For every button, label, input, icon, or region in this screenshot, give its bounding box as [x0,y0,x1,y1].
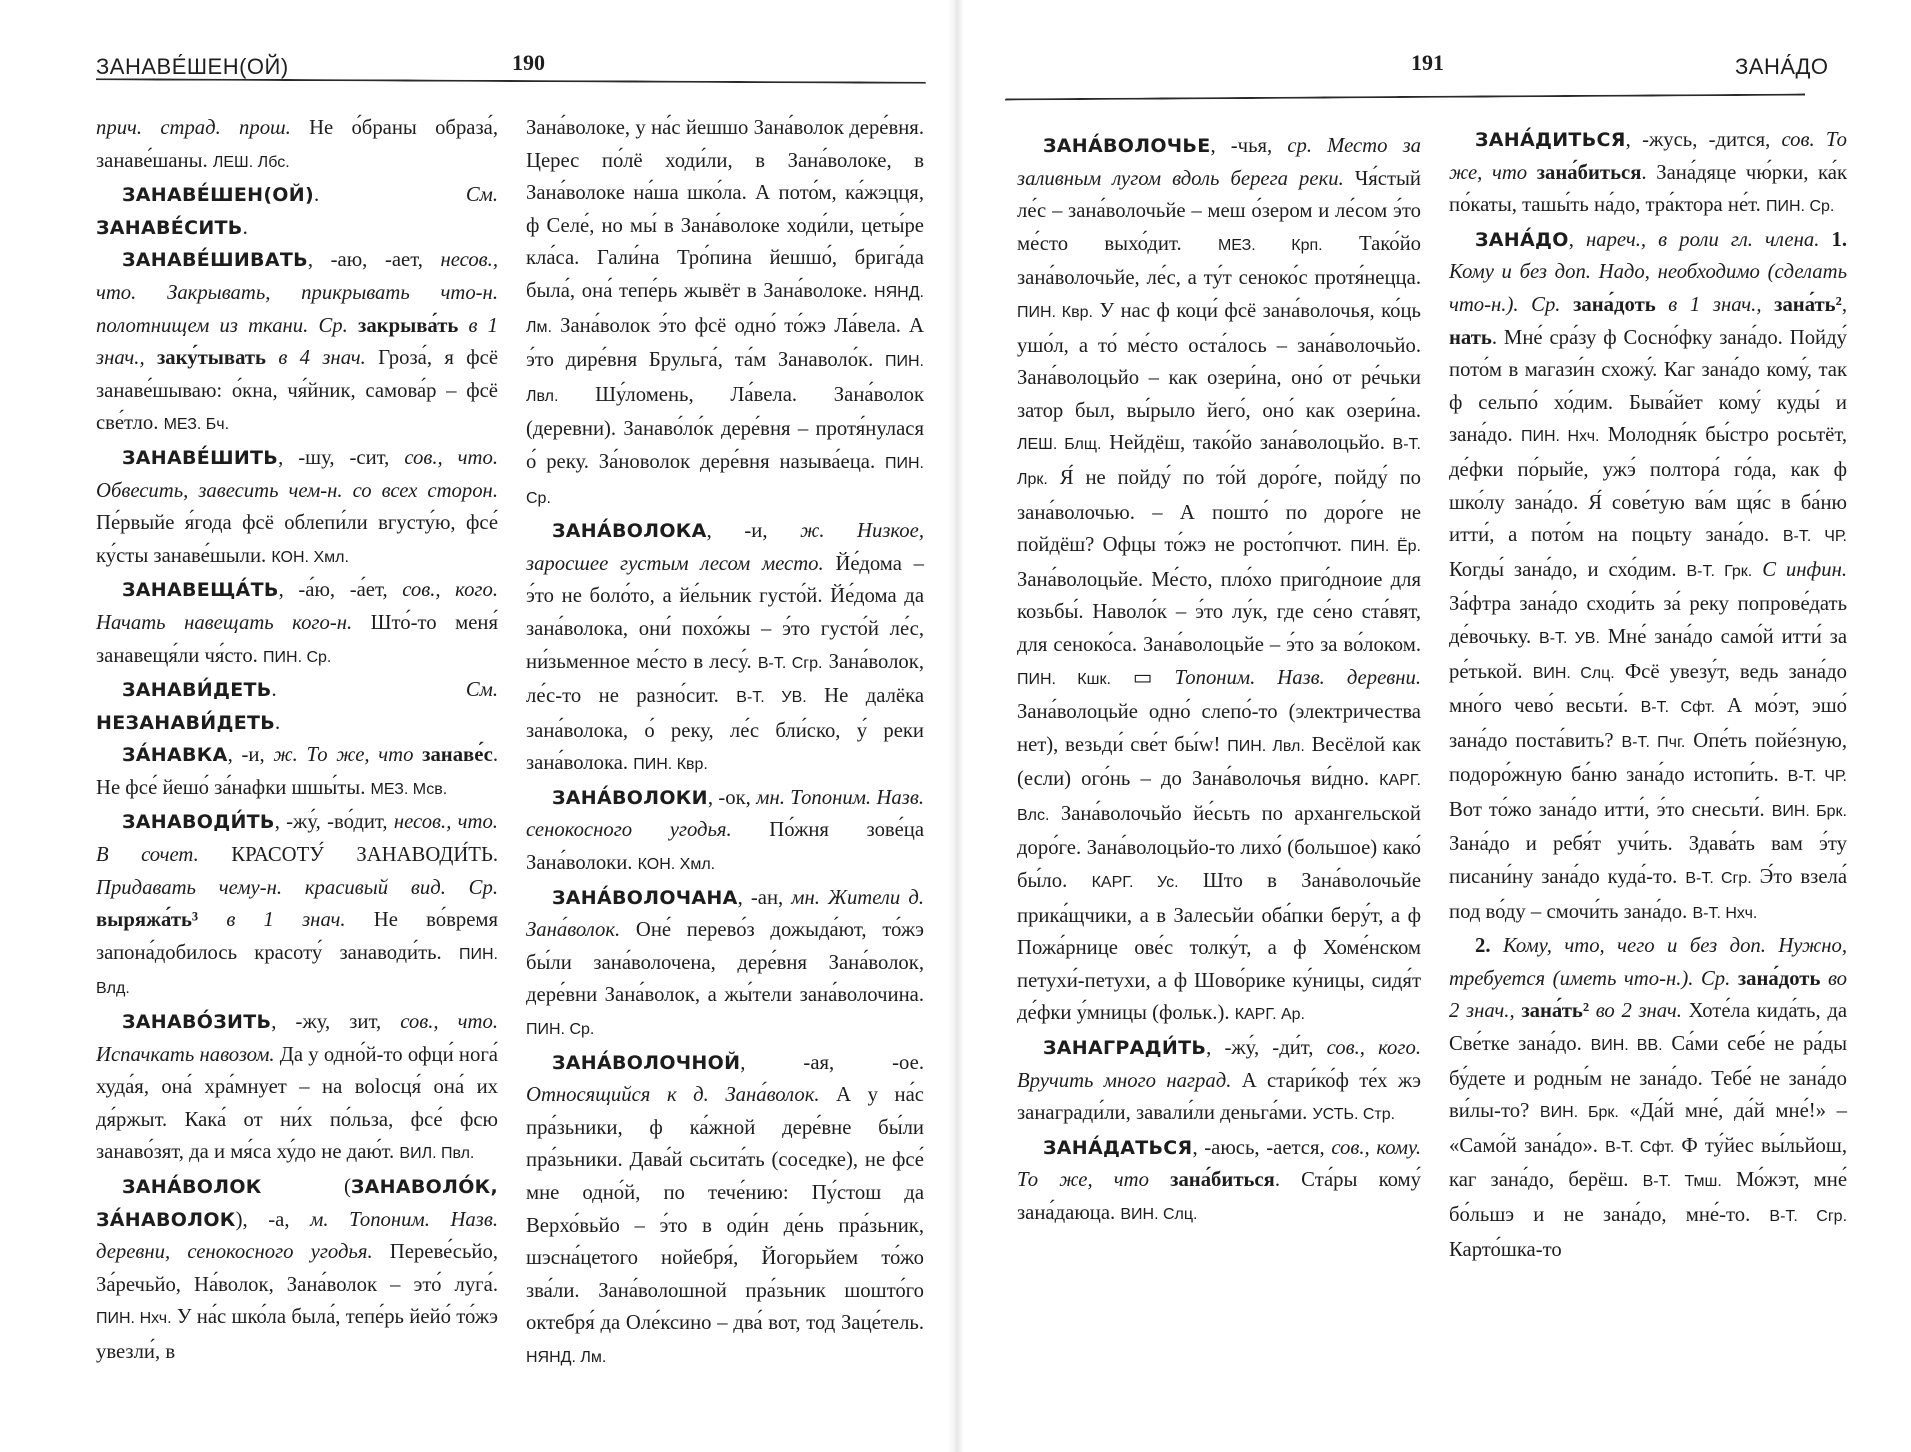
headword: ЗАНА́ВОЛОЧАНА [552,886,738,909]
source-abbreviation: ПИН. Ср. [1766,198,1835,216]
bold-reference: зана́доть [1737,967,1821,990]
body-text: Пе́рвыйе я́года фсё облепи́ли вгусту́ю, фсе́ ку́сты занаве́шыли. [96,512,498,567]
right-page-column-1 [1017,130,1421,1330]
body-text: Са́ми себе́ не ра́ды бу́дете и родны́м не зана́до. Тебе́ не зана́до ви́лы-то? [1449,1033,1847,1123]
body-text: Э́то взела́ под во́ду – смочи́ть зана́до. [1449,866,1848,923]
body-text: «Да́й мне́, да́й мне́!» – «Само́й зана́до». [1449,1100,1847,1157]
source-abbreviation: ВИН. ВВ. [1590,1037,1663,1055]
body-text: , -и, [227,744,274,767]
left-page [0,0,955,1452]
source-abbreviation: ПИН. Ср. [263,648,332,666]
body-text [1149,1169,1170,1191]
source-abbreviation: В-Т. УВ. [736,689,807,707]
body-text [1560,294,1573,316]
body-text: ( [261,1176,351,1198]
body-text: Весёлой как (если) ого́нь – до Зана́волочья ви́дно. [1017,733,1421,791]
body-text: Мо́жэт, мне́ бо́льшэ и не зана́до, мне́-то. [1449,1169,1847,1226]
dictionary-entry [96,806,498,1006]
dictionary-entry [1449,124,1847,224]
dictionary-entry [526,882,924,1047]
body-text [266,347,278,369]
body-text: Што в Зана́волочьйе прика́щчики, а в Залесьйи оба́пки беру́т, а ф Пожа́рнице ове́с толку́т, а ф Хоме́нском петухи́-петухи, а ф Шово́рике ку́ницы, сидя́т де́фки у́мницы (фольк.). [1017,870,1421,1025]
body-text: Шу́ломень, Ла́вела. Зана́волок (деревни). Занаво́ло́к дере́вня – протя́нулася о́ реку. За́новолок дере́вня называ́еца. [526,383,924,473]
left-page-column-1 [96,112,499,1363]
italic-gloss: сов., кому. То же, что [1017,1136,1422,1192]
body-text: А стари́ко́ф те́х жэ занагради́ли, завали́ли деньга́ми. [1017,1069,1422,1125]
bold-reference: 1. [1831,228,1848,251]
body-text: Мне́ зана́до само́й итти́ за ре́тькой. [1449,625,1848,683]
header-rule-right [1005,94,1805,101]
source-abbreviation: В-Т. Сгр. [1769,1208,1848,1225]
source-abbreviation: ПИН. Ёр. [1350,538,1421,556]
dictionary-entry [96,674,498,739]
body-text: . Мне́ сра́зу ф Сосно́фку зана́до. Пойду́ пото́м в магази́н схожу́. Каг зана́до кому́, так ф сельпо́ хо́дим. Быва́йет кому́ куды́ и зана́до. [1449,326,1847,447]
body-text [1820,968,1828,990]
italic-gloss: сов., кого. Начать навещать кого-н. [96,579,499,634]
italic-gloss: в 1 знач., [96,314,499,370]
dictionary-entry [526,515,924,782]
body-text: , -ая, -ое. [740,1051,924,1074]
italic-gloss: несов., что. Закрывать, прикрывать что-н. полотнищем из ткани. Ср. [96,249,498,337]
page-number-left: 190 [512,50,545,75]
body-text [1730,968,1738,990]
headword: ЗАНА́ВОЛОКИ [552,786,708,809]
body-text: , -аюсь, -ается, [1192,1136,1332,1159]
body-text: У на́с шко́ла была́, тепе́рь йейо́ то́жэ увезли́, в [96,1306,498,1363]
dictionary-entry [96,574,498,674]
running-head-left: ЗАНАВЕ́ШЕН(ОЙ) [96,54,289,79]
body-text: Зана́волок, ле́с-то не разно́сит. [526,650,925,708]
body-text: У нас ф коци́ фсё зана́волочья, ко́ць ушо́л, а то́ ме́сто оста́лось – зана́волочьйо. Зана́волоцьйо – как озери́на, оно́ от ре́чьки затор был, вы́рыло йего́, оно́ как озери́на. [1017,299,1421,422]
dictionary-entry [96,244,498,442]
headword: НЕЗАНАВИ́ДЕТЬ [96,711,276,734]
italic-gloss: прич. страд. прош. [96,117,291,139]
italic-gloss: С инфин. [1762,558,1848,581]
source-abbreviation: ЛЕШ. Лбс. [212,153,290,171]
source-abbreviation: В-Т. Лрк. [1017,436,1421,488]
source-abbreviation: КАРГ. Ус. [1091,874,1179,892]
bold-reference: зана́доть [1573,293,1656,316]
body-text: Вот то́жо зана́до итти́, э́то снесьти́. [1449,798,1772,821]
body-text: , -жу́, -во́дит, [274,811,394,834]
bold-reference: закрыва́ть [358,314,459,337]
body-text: Я́ не пойду́ по то́й доро́ге, пойду́ по зана́волочью. – А пошто́ по доро́ге не пойдёш? Офцы то́жэ не росто́пчют. [1017,466,1421,557]
body-text: Нейдёш, тако́йо зана́волоцьйо. [1101,432,1393,455]
source-abbreviation: КОН. Хмл. [271,548,349,566]
headword: ЗАНА́ВОЛОЧЬЕ [1043,135,1211,157]
right-page-column-2 [1449,124,1847,1354]
body-text: Когды́ зана́до, и схо́дим. [1449,558,1687,581]
source-abbreviation: ВИН. Слц. [1532,664,1615,682]
body-text: ), -а, [235,1208,311,1231]
body-text: , -ан, [737,886,792,909]
dictionary-entry [1449,930,1847,1266]
italic-gloss: сов., что. Обвесить, завесить чем-н. со всех сторон. [96,446,498,502]
headword: ЗАНА́ВОЛОК [122,1176,262,1198]
bold-reference: 2. [1475,935,1491,958]
italic-gloss: мн. Жители д. Зана́волок. [526,886,924,942]
italic-gloss: Топоним. Назв. деревни. [1174,666,1422,689]
body-text: Фсё увезу́т, ведь зана́до мно́го чево́ весьти́. [1449,660,1847,718]
body-text: . [275,711,281,734]
body-text: Зана́волоцьйе одно́ слепо́-то (электричества нет), везьди́ све́т бы́w! [1017,701,1421,756]
body-text: , -аю, -ает, [307,249,441,272]
italic-gloss: См. [465,679,498,702]
italic-gloss: См. [465,184,498,207]
dictionary-entry [96,179,498,244]
dictionary-entry [1017,1132,1421,1232]
body-text: Зана́волоцьйе. Ме́сто, пло́хо приго́дноие для козьбы́. Наволо́к – э́то лу́к, где се́но ста́вят, для сеноко́са. Зана́волоцьйе – э́то за во́локом. [1017,568,1421,656]
body-text: , [1568,228,1586,251]
headword: ЗАНА́ВОЛОЧНОЙ [552,1051,741,1074]
body-text: , -чья, [1210,135,1288,157]
headword: ЗАНАВОЛО́К, ЗА́НАВОЛОК [96,1176,498,1231]
source-abbreviation: ПИН. Лвл. [526,353,924,405]
body-text: Зана́волок э́то фсё одно́ то́жэ Ла́вела. А э́то дире́вня Брульга́, та́м Занаволо́к. [526,314,924,372]
source-abbreviation: В-Т. Сгр. [757,654,823,672]
body-text: Оне́ перево́з дожыда́ют, то́жэ бы́ли зана́волочена, дере́вня Зана́волок, дере́вни Зана́волок, а жы́тели зана́волочина. [526,919,924,1007]
body-text: По́жня зове́ца Зана́волоки. [526,819,924,875]
body-text: . Ста́ры кому́ зана́даюца. [1017,1169,1421,1224]
italic-gloss: мн. Топоним. Назв. сенокосного угодья. [526,786,924,842]
body-text [198,909,226,931]
dictionary-entry [96,739,498,806]
body-text: Гроза́, я фсё занаве́шываю: о́кна, чя́йник, самова́р – фсё све́тло. [96,347,498,435]
source-abbreviation: ПИН. Квр. [1017,303,1093,321]
source-abbreviation: ПИН. Нхч. [96,1310,172,1328]
dictionary-entry [1017,1032,1421,1132]
body-text [413,744,422,766]
body-text: ▭ [1110,666,1175,689]
italic-gloss: ср. Место за заливным лугом вдоль берега реки. [1017,135,1421,190]
source-abbreviation: В-Т. Пчг. [1621,733,1686,751]
italic-gloss: во 2 знач. [1595,1000,1682,1023]
dictionary-entry [1017,130,1421,1032]
bold-reference: зана́ть² [1774,293,1842,316]
source-abbreviation: ПИН. Лвл. [1227,737,1305,755]
source-abbreviation: В-Т. Сфт. [1640,699,1715,717]
headword: ЗАНА́ДИТЬСЯ [1475,129,1626,151]
bold-reference: занаве́с [422,744,493,767]
source-abbreviation: ПИН. Квр. [633,756,708,774]
body-text: Што́-то меня́ занавещя́ли чя́сто. [96,611,498,667]
italic-gloss: Относящийся к д. Зана́волок. [526,1084,820,1107]
body-text: Ф ту́йес вы́льйош, каг зана́до, берёш. [1449,1134,1847,1192]
body-text: КРАСОТУ́ ЗАНАВОДИ́ТЬ. [198,844,498,867]
body-text [348,315,358,337]
body-text: Опе́ть пойе́зную, подоро́жную ба́ню зана́до истопи́ть. [1449,729,1848,787]
body-text [1762,294,1775,316]
source-abbreviation: ВИН. Брк. [1539,1104,1619,1122]
headword: ЗАНА́ВОЛОКА [552,520,707,543]
source-abbreviation: ПИН. Ср. [526,454,924,507]
body-text [1527,162,1537,184]
body-text: За́фтра зана́до сходи́ть за́ реку попрове́дать де́вочьку. [1449,593,1847,648]
headword: ЗАНАВЕЩА́ТЬ [122,579,279,602]
body-text: , -а́ю, -а́ет, [278,579,403,602]
source-abbreviation: В-Т. ЧР. [1782,528,1847,546]
source-abbreviation: МЕЗ. Мсв. [370,780,448,798]
italic-gloss: Кому и без доп. Надо, необходимо (сделать что-н.). Ср. [1449,261,1847,316]
body-text: Переве́сьйо, За́речьйо, На́волок, Зана́волок – это́ луга́. [96,1241,498,1296]
body-text: , -и, [706,520,801,543]
source-abbreviation: ПИН. Ср. [526,1021,595,1039]
italic-gloss: ж. То же, что [273,744,414,767]
source-abbreviation: ВИН. Брк. [1771,802,1847,820]
source-abbreviation: ВИЛ. Пвл. [399,1145,475,1163]
source-abbreviation: НЯНД. Лм. [526,1348,607,1366]
body-text: Не во́время запона́добилось красоту́ занаводи́ть. [96,909,498,964]
body-text: . [313,184,466,207]
italic-gloss: несов., что. В сочет. [96,811,498,867]
headword: ЗАНАВИ́ДЕТЬ [122,679,272,702]
bold-reference: зана́ть² [1521,1000,1590,1023]
bold-reference: зана́биться [1536,161,1642,184]
body-text: Чя́стый ле́с – зана́волочьйе – меш о́зером и ле́сом э́то ме́сто выхо́дит. [1017,167,1421,255]
italic-gloss: Кому, что, чего и без доп. Нужно, требуется (иметь что-н.). Ср. [1449,935,1847,990]
italic-gloss: сов., что. Испачкать навозом. [96,1011,498,1066]
body-text: Зана́волоке, у на́с йешшо Зана́волок дере́вня. Церес по́лё ходи́ли, в Зана́волоке, в Зана́волоке на́ша шко́ла. А пото́м, ка́жэцця, ф Селе́, но мы́ в Зана́волоке ходи́ли, цеты́ре кла́са. Гали́на Тро́пина йешшо́, брига́да была́, она́ тепе́рь жывёт в Зана́волоке. [526,117,924,302]
headword: ЗАНА́ДАТЬСЯ [1043,1136,1193,1159]
source-abbreviation: В-Т. Сгр. [1685,870,1752,888]
dictionary-entry [526,782,924,882]
source-abbreviation: МЕЗ. Бч. [163,416,230,434]
italic-gloss: нареч., в роли гл. члена. [1585,228,1820,251]
body-text [145,347,157,369]
body-text [1589,1000,1596,1022]
dictionary-entry [96,1006,498,1171]
source-abbreviation: НЯНД. Лм. [526,283,924,336]
body-text: А у на́с пра́зьники, ф ка́жной дере́вне бы́ли пра́зьники. Дава́й сьсита́ть (соседке), не фсе́ мне одно́й, по тече́нию: Пу́стош да Верхо́вьйо – э́то в оди́н де́нь пра́зьник, шэсна́цетого нойебря́, Йогорьйем то́жо зва́ли. Зана́волошной пра́зьник шошто́го октебря́ да Оле́ксино – два́ вот, тод Заце́тель. [526,1084,924,1335]
bold-reference: нать [1449,326,1492,349]
body-text: Не о́браны образа́, занаве́шаны. [96,117,498,172]
source-abbreviation: В-Т. Нхч. [1692,904,1758,922]
dictionary-entry [96,112,498,179]
page-number-right: 191 [1411,50,1444,75]
source-abbreviation: В-Т. УВ. [1539,629,1600,647]
body-text [1752,559,1762,581]
body-text: , -жу́, -ди́т, [1206,1037,1327,1060]
body-text: , -ок, [707,786,757,809]
source-abbreviation: В-Т. Грк. [1686,562,1753,580]
italic-gloss: ж. Низкое, заросшее густым лесом место. [526,520,925,575]
headword: ЗАНА́ДО [1475,228,1569,251]
body-text: Зана́до и ребя́т учи́ть. Здава́ть вам э́ту писани́ну зана́до куда́-то. [1449,833,1847,889]
italic-gloss: сов., кого. Вручить много наград. [1017,1037,1421,1092]
body-text: Карто́шка-то [1449,1238,1562,1261]
source-abbreviation: В-Т. Сфт. [1605,1138,1675,1156]
italic-gloss: во 2 знач., [1449,967,1847,1023]
body-text: Тако́йо зана́волочьйе, ле́с, а ту́т сеноко́с протя́нецца. [1017,232,1422,290]
source-abbreviation: ПИН. Нхч. [1520,428,1600,446]
body-text: , -жу, зит, [271,1011,401,1034]
headword: ЗАНАВЕ́СИТЬ [96,216,243,239]
source-abbreviation: ВИН. Слц. [1120,1206,1198,1223]
body-text: Йе́дома – э́то не боло́то, а йе́льник густо́й. Йе́дома да зана́волока, они́ похо́жы – э́то густо́й ле́с, ни́зьменное ме́сто в лесу́. [526,552,924,673]
source-abbreviation: УСТЬ. Стр. [1312,1106,1396,1124]
italic-gloss: сов. То же, что [1449,129,1847,184]
body-text: , -жусь, -дится, [1625,129,1782,151]
body-text: Хоте́ла кида́ть, да Све́тке зана́до. [1449,1000,1848,1056]
body-text: , [1841,293,1847,316]
headword: ЗАНАВЕ́ШИТЬ [122,446,279,469]
headword: ЗА́НАВКА [122,744,228,767]
body-text: Молодня́к бы́стро росьтёт, де́фки по́рыйе, ужэ́ полтора́ го́да, как ф шко́лу зана́до. Я́ сове́тую ва́м щя́с в ба́ню итти́, а пото́м на поцьту зана́до. [1449,424,1848,547]
left-page-column-2 [526,112,925,1366]
italic-gloss: м. Топоним. Назв. деревни, сенокосного угодья. [96,1208,498,1264]
body-text: . [242,216,248,239]
source-abbreviation: ПИН. Кшк. [1017,670,1111,688]
italic-gloss: в 1 знач., [1668,293,1762,316]
source-abbreviation: В-Т. Тмш. [1642,1173,1722,1191]
body-text [1819,229,1831,251]
right-page [955,0,1911,1452]
italic-gloss: в 1 знач. [226,909,346,932]
italic-gloss: Придавать чему-н. красивый вид. Ср. [96,876,498,899]
body-text [1656,294,1669,316]
headword: ЗАНАВЕ́ШЕН(ОЙ) [122,184,314,207]
bold-reference: выряжа́ть³ [96,909,199,932]
source-abbreviation: В-Т. ЧР. [1787,768,1847,786]
body-text: Да у одно́й-то офци́ нога́ худа́я, она́ хра́мнует – на воlосця́ она́ их дя́ржыт. Кака́ от ни́х по́льза, фсе́ фсю занаво́зят, да и мя́са ху́до не даю́т. [96,1043,498,1164]
header-rule-left [96,78,926,84]
body-text: . [271,679,466,702]
body-text: Не далёка зана́волока, о́ реку, ле́с бли́ско, у́ реки зана́волока. [526,685,925,775]
headword: ЗАНАВО́ЗИТЬ [122,1011,272,1034]
headword: ЗАНАВЕ́ШИВАТЬ [122,249,308,272]
headword: ЗАНАВОДИ́ТЬ [122,811,275,834]
running-head-right: ЗАНА́ДО [1735,54,1829,79]
body-text: . Не фсе́ йешо́ за́нафки шшы́ты. [96,744,499,799]
body-text [458,315,468,337]
source-abbreviation: ПИН. Влд. [96,945,498,998]
source-abbreviation: ЛЕШ. Блщ. [1017,436,1102,454]
body-text: Зана́волочьйо йе́сьть по архангельской доро́ге. Зана́волоцьйо-то лихо́ (большое) како́ бы́ло. [1017,802,1421,893]
dictionary-entry [96,1171,498,1369]
dictionary-entry [526,1047,924,1375]
bold-reference: зана́биться [1170,1169,1275,1192]
source-abbreviation: МЕЗ. Крп. [1217,236,1323,254]
dictionary-entry [526,112,924,515]
dictionary-entry [1449,224,1847,930]
body-text: А мо́эт, эшо́ зана́до поста́вить? [1449,695,1847,752]
source-abbreviation: КОН. Хмл. [637,856,716,874]
italic-gloss: в 4 знач. [278,347,366,370]
source-abbreviation: КАРГ. Ар. [1234,1006,1305,1024]
body-text [1491,935,1503,957]
body-text: . Зана́дяце чю́рки, ка́к по́каты, ташы́ть на́до, тра́ктора не́т. [1449,161,1848,217]
headword: ЗАНАГРАДИ́ТЬ [1043,1037,1207,1060]
bold-reference: заку́тывать [156,347,266,370]
source-abbreviation: КАРГ. Влс. [1017,772,1421,824]
dictionary-entry [96,442,498,574]
body-text: , -шу, -сит, [278,446,405,469]
